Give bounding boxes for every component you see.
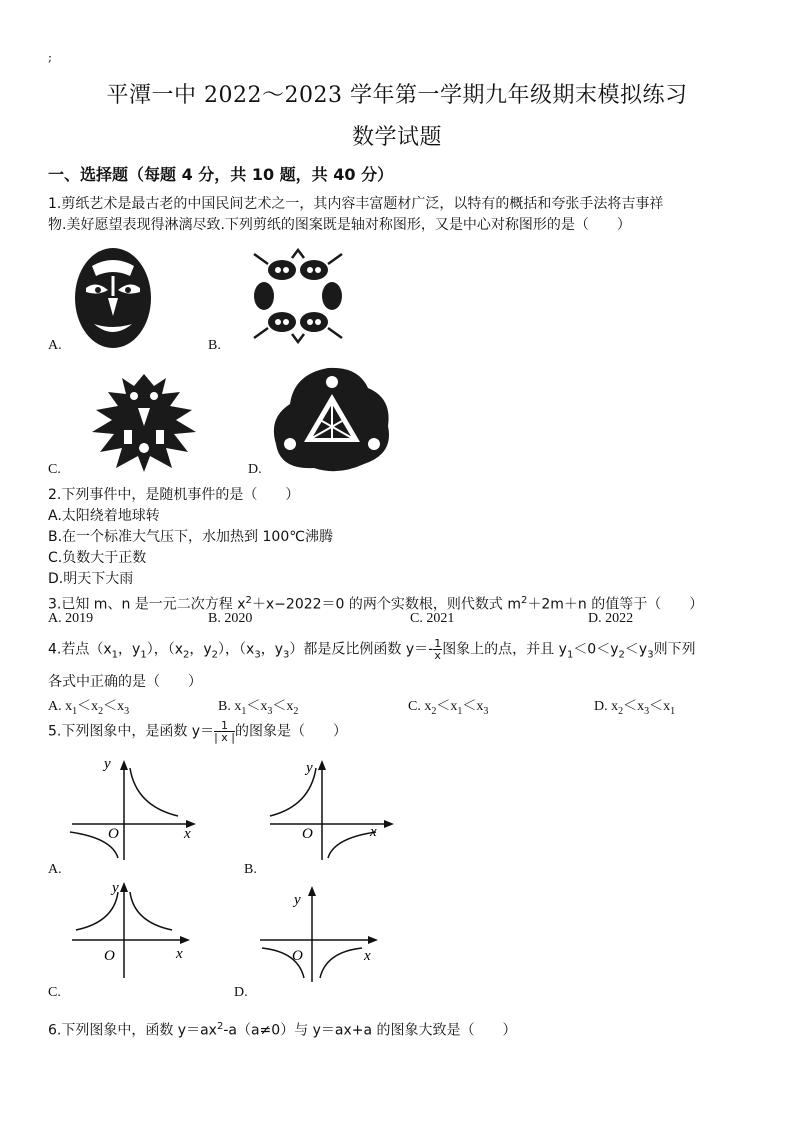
section-heading: 一、选择题（每题 4 分，共 10 题，共 40 分） [48, 165, 394, 184]
opera-mask-image [72, 246, 154, 350]
q1-label-a: A. [48, 338, 62, 353]
q5-graph-b [266, 756, 400, 860]
q4-fraction: $\frac{1}{x}$ [434, 637, 442, 662]
triangle-knot-image [268, 364, 396, 474]
q3-option-a: A. 2019 [48, 611, 94, 626]
q5c-y-label: y [112, 880, 119, 896]
q5b-y-label: y [306, 760, 313, 776]
q2-stem: 2.下列事件中，是随机事件的是（ ） [48, 487, 300, 503]
q4-option-c: C. $x_2<x_1<x_3$ [408, 699, 489, 717]
q1-label-b: B. [208, 338, 221, 353]
q5b-origin-label: O [302, 826, 313, 842]
q5d-y-label: y [294, 892, 301, 908]
corner-mark: ; [48, 50, 53, 64]
q2-option-a: A.太阳绕着地球转 [48, 508, 160, 524]
q3-option-b: B. 2020 [208, 611, 253, 626]
q5d-origin-label: O [292, 948, 303, 964]
q4-option-a: A. $x_1<x_2<x_3$ [48, 699, 130, 717]
q3-option-c: C. 2021 [410, 611, 455, 626]
q5c-origin-label: O [104, 948, 115, 964]
q1-label-d: D. [248, 462, 262, 477]
q4-option-d: D. $x_2<x_3<x_1$ [594, 699, 676, 717]
q1-line1: 1.剪纸艺术是最古老的中国民间艺术之一，其内容丰富题材广泛，以特有的概括和夸张手法将吉事祥 [48, 196, 664, 212]
q5-graph-c [68, 878, 202, 978]
q5-label-c: C. [48, 985, 61, 1000]
q5-label-b: B. [244, 862, 257, 877]
q5-graph-d [258, 882, 392, 982]
q6-stem: 6.下列图象中，函数 $y=ax^2-a(a\ne 0)$与 y＝ax+a 的图象大致是（ ） [48, 1021, 517, 1039]
q2-option-b: B.在一个标准大气压下，水加热到 100℃沸腾 [48, 529, 333, 545]
q1-label-c: C. [48, 462, 61, 477]
q5-stem: 5.下列图象中，是函数 y＝ $\frac{1}{| x |}$ 的图象是（ ） [48, 719, 348, 744]
q1-line2: 物.美好愿望表现得淋漓尽致.下列剪纸的图案既是轴对称图形，又是中心对称图形的是（ ） [48, 217, 631, 233]
cricket-ring-image [248, 248, 348, 344]
q2-option-d: D.明天下大雨 [48, 571, 134, 587]
q5b-x-label: x [370, 824, 377, 840]
bird-papercut-image [88, 368, 200, 474]
q5a-y-label: y [104, 756, 111, 772]
q5a-x-label: x [184, 826, 191, 842]
exam-subtitle: 数学试题 [351, 125, 442, 150]
exam-title: 平潭一中 2022～2023 学年第一学期九年级期末模拟练习 [106, 83, 688, 108]
q2-option-c: C.负数大于正数 [48, 550, 147, 566]
q5d-x-label: x [364, 948, 371, 964]
q5a-origin-label: O [108, 826, 119, 842]
q4-line2: 各式中正确的是（ ） [48, 674, 202, 690]
q3-option-d: D. 2022 [588, 611, 634, 626]
q5-fraction: $\frac{1}{| x |}$ [214, 719, 236, 744]
q5c-x-label: x [176, 946, 183, 962]
q5-label-d: D. [234, 985, 248, 1000]
q4-option-b: B. $x_1<x_3<x_2$ [218, 699, 299, 717]
q5-label-a: A. [48, 862, 62, 877]
q4-stem: 4.若点（$x_1$，$y_1$），（$x_2$，$y_2$），（$x_3$，$y_3$）都是反比例函数 y＝- $\frac{1}{x}$ 图象上的点，并且 $y_1<0<y_2<y_3$则下列 [48, 637, 696, 662]
q3-stem: 3.已知 m、n 是一元二次方程 $x^2+x-2022=0$ 的两个实数根，则代数式 $m^2+2m+n$ 的值等于（ ） [48, 595, 704, 613]
q5-graph-a [68, 756, 202, 860]
